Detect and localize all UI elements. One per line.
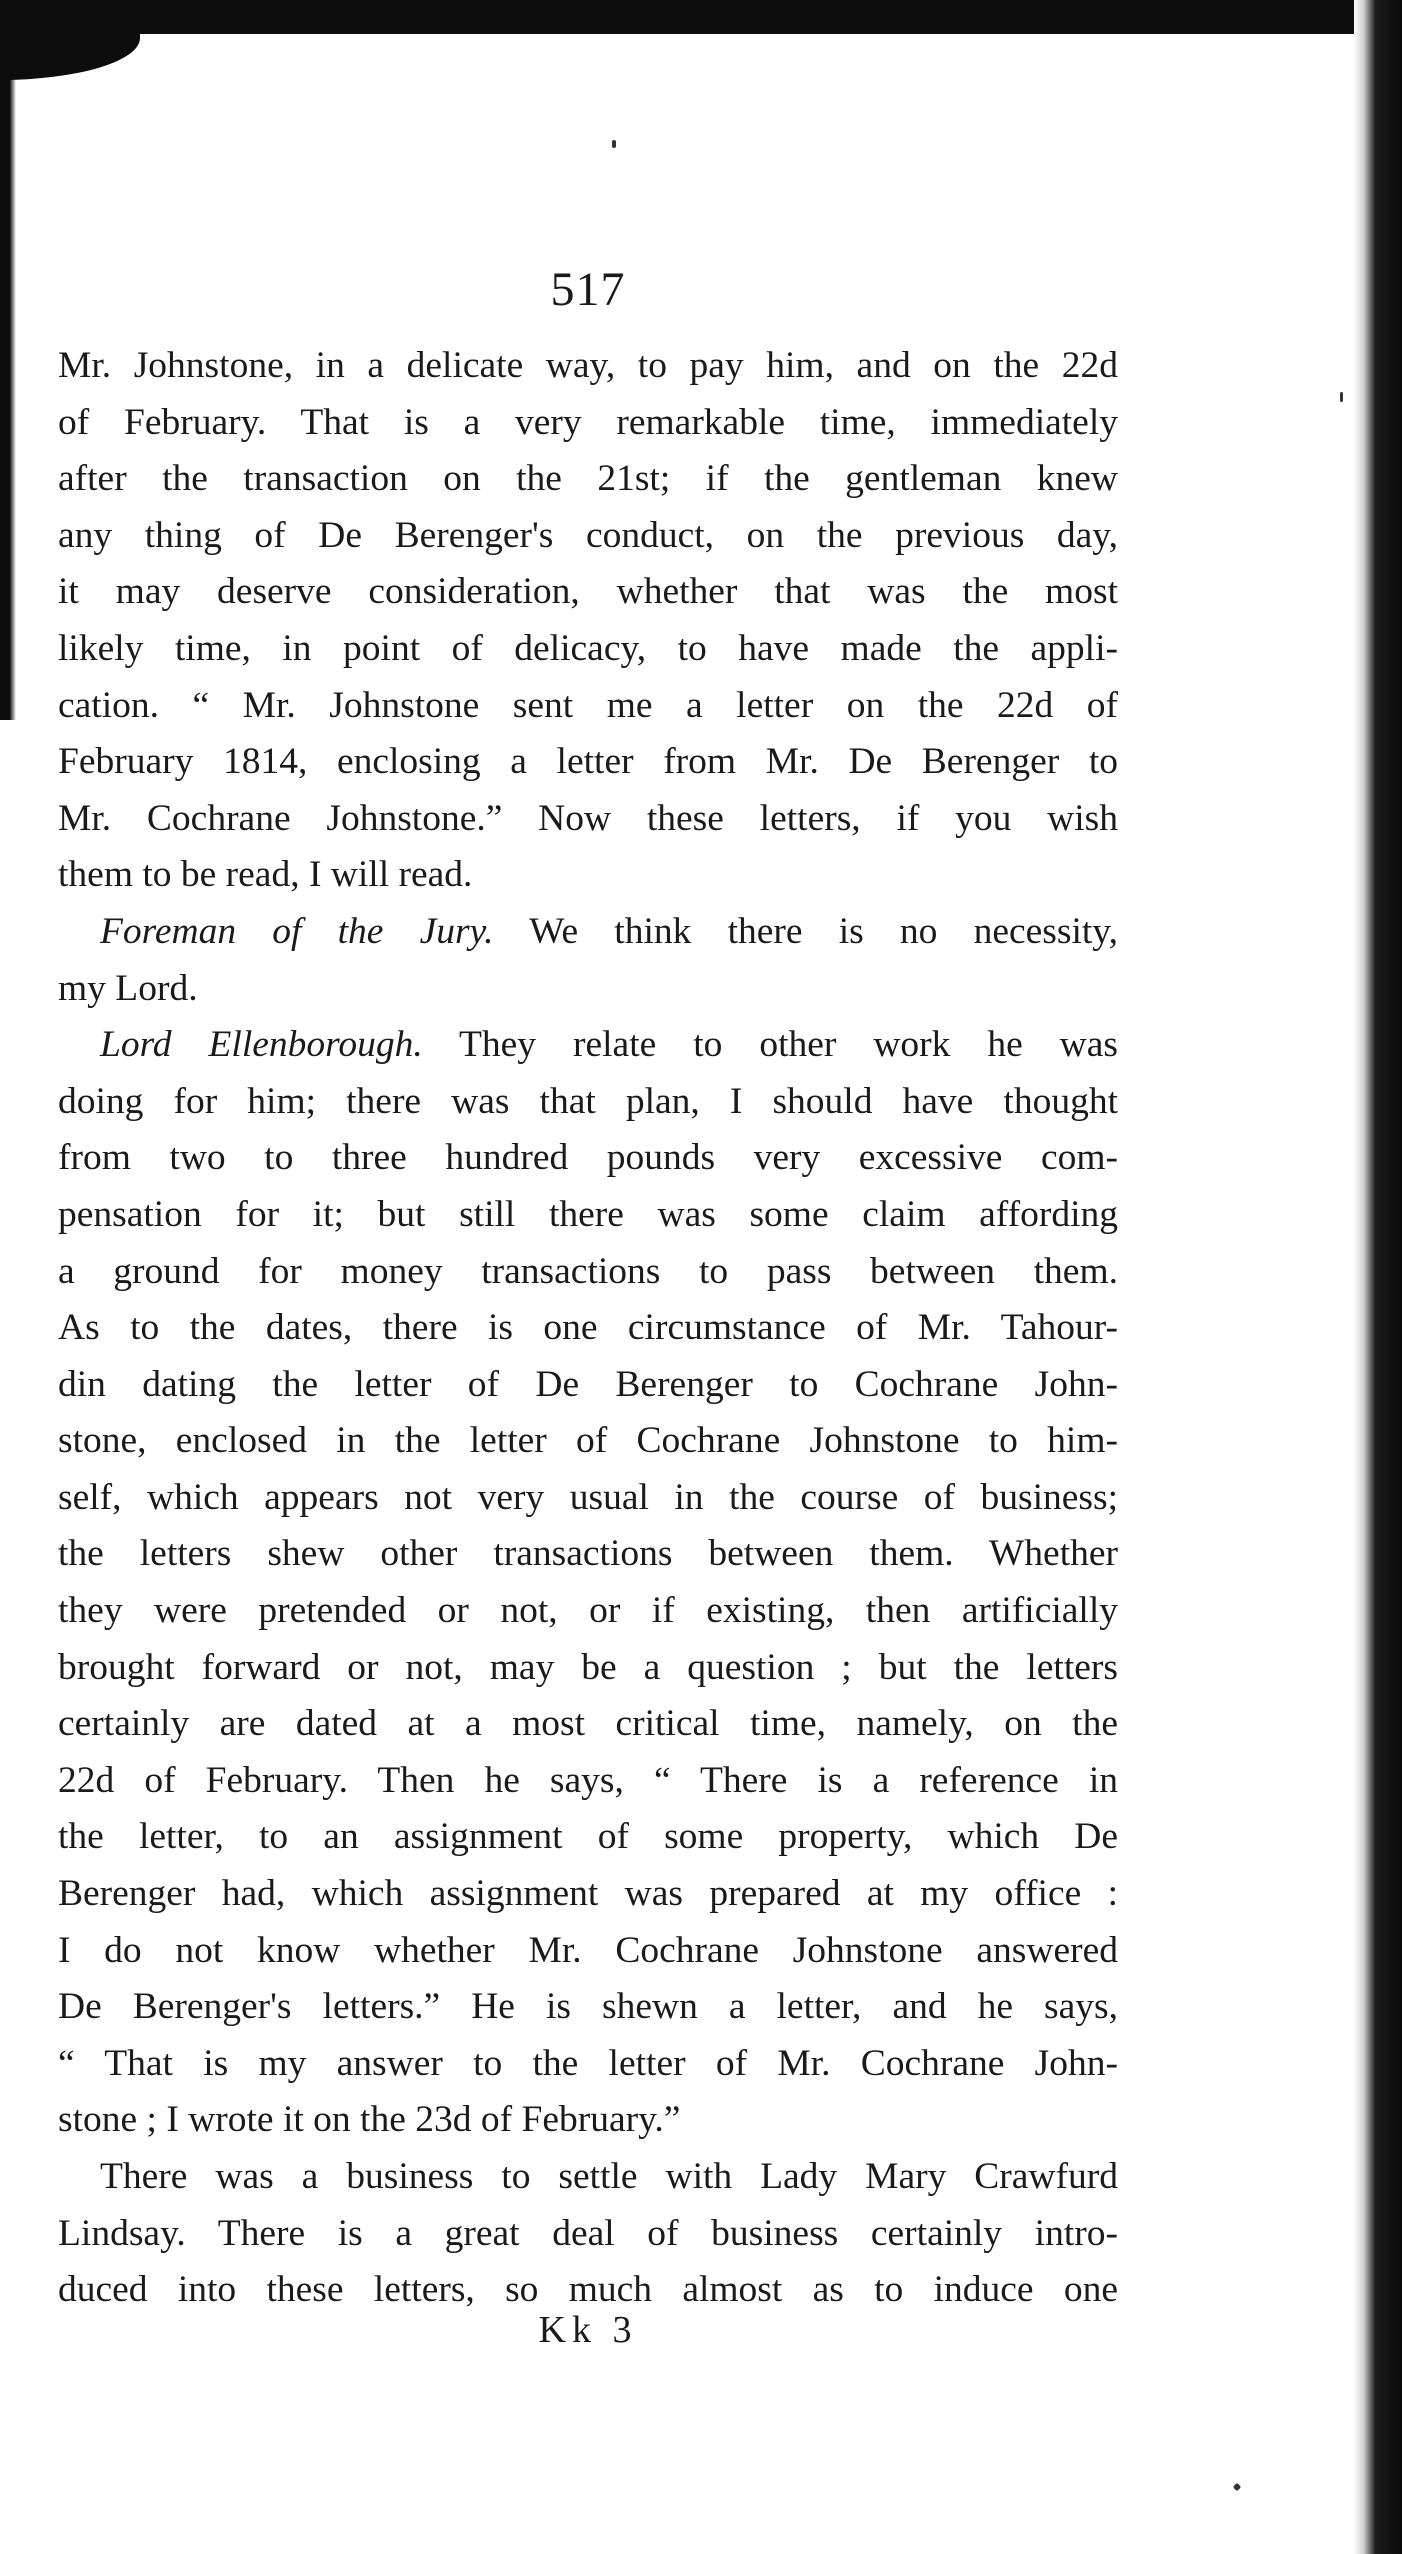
text-line: Berenger had, which assignment was prepared at my office : — [58, 1873, 1118, 1915]
text-line: As to the dates, there is one circumstance of Mr. Tahour- — [58, 1307, 1118, 1349]
text-line: 22d of February. Then he says, “ There is a reference in — [58, 1759, 1118, 1801]
text-line: stone, enclosed in the letter of Cochrane Johnstone to him- — [58, 1420, 1118, 1462]
speaker-foreman: Foreman of the Jury. — [100, 910, 494, 952]
text-line: it may deserve consideration, whether that was the most — [58, 571, 1118, 613]
paragraph-opening — [58, 338, 1118, 904]
text-line: doing for him; there was that plan, I should have thought — [58, 1080, 1118, 1122]
text-line: they were pretended or not, or if existing, then artificially — [58, 1590, 1118, 1632]
text-line: “ That is my answer to the letter of Mr. Cochrane John- — [58, 2042, 1118, 2084]
text-line: brought forward or not, may be a question ; but the letters — [58, 1646, 1118, 1688]
text-line: a ground for money transactions to pass between them. — [58, 1250, 1118, 1292]
scan-border-top-curve — [0, 20, 140, 80]
text-line: There was a business to settle with Lady Mary Crawfurd — [100, 2156, 1118, 2197]
text-line: Lindsay. There is a great deal of business certainly intro- — [58, 2212, 1118, 2254]
text-line: of February. That is a very remarkable time, immediately — [58, 401, 1118, 443]
scan-border-left — [0, 0, 16, 720]
text-line: cation. “ Mr. Johnstone sent me a letter on the 22d of — [58, 684, 1118, 726]
text-line: duced into these letters, so much almost as to induce one — [58, 2269, 1118, 2311]
paragraph-ellenborough — [58, 1017, 1118, 2149]
scan-speck — [612, 140, 616, 148]
text-line: after the transaction on the 21st; if the gentleman knew — [58, 458, 1118, 500]
text-line: from two to three hundred pounds very excessive com- — [58, 1137, 1118, 1179]
scan-border-right — [1354, 0, 1402, 2554]
text-line: the letters shew other transactions between them. Whether — [58, 1533, 1118, 1575]
text-line: pensation for it; but still there was some claim affording — [58, 1193, 1118, 1235]
scan-border-top — [0, 0, 1402, 34]
scan-speck — [1340, 392, 1343, 402]
speech-text: We think there is no necessity, — [493, 910, 1118, 952]
text-line: stone ; I wrote it on the 23d of February.” — [58, 2099, 681, 2141]
text-line: the letter, to an assignment of some property, which De — [58, 1816, 1118, 1858]
text-line: February 1814, enclosing a letter from Mr. De Berenger to — [58, 741, 1118, 783]
paragraph-final — [58, 2149, 1118, 2319]
paragraph-foreman — [58, 904, 1118, 1017]
scan-speck — [1233, 2483, 1241, 2491]
text-line — [58, 1017, 1118, 1074]
text-line: I do not know whether Mr. Cochrane Johnstone answered — [58, 1929, 1118, 1971]
speech-text: They relate to other work he was — [422, 1024, 1118, 1066]
page-number: 517 — [550, 263, 626, 316]
text-line: likely time, in point of delicacy, to have made the appli- — [58, 627, 1118, 669]
text-line: De Berenger's letters.” He is shewn a letter, and he says, — [58, 1986, 1118, 2028]
signature-mark: Kk 3 — [538, 2309, 638, 2351]
page-body — [58, 338, 1118, 2319]
text-line: certainly are dated at a most critical time, namely, on the — [58, 1703, 1118, 1745]
text-line: self, which appears not very usual in the course of business; — [58, 1476, 1118, 1518]
text-line: them to be read, I will read. — [58, 854, 473, 896]
text-line — [58, 904, 1118, 961]
text-line: Mr. Johnstone, in a delicate way, to pay him, and on the 22d — [58, 345, 1118, 386]
text-line: any thing of De Berenger's conduct, on the previous day, — [58, 514, 1118, 556]
text-line: din dating the letter of De Berenger to Cochrane John- — [58, 1363, 1118, 1405]
speaker-ellenborough: Lord Ellenborough. — [100, 1024, 423, 1066]
text-line: Mr. Cochrane Johnstone.” Now these letters, if you wish — [58, 797, 1118, 839]
text-line: my Lord. — [58, 967, 198, 1009]
